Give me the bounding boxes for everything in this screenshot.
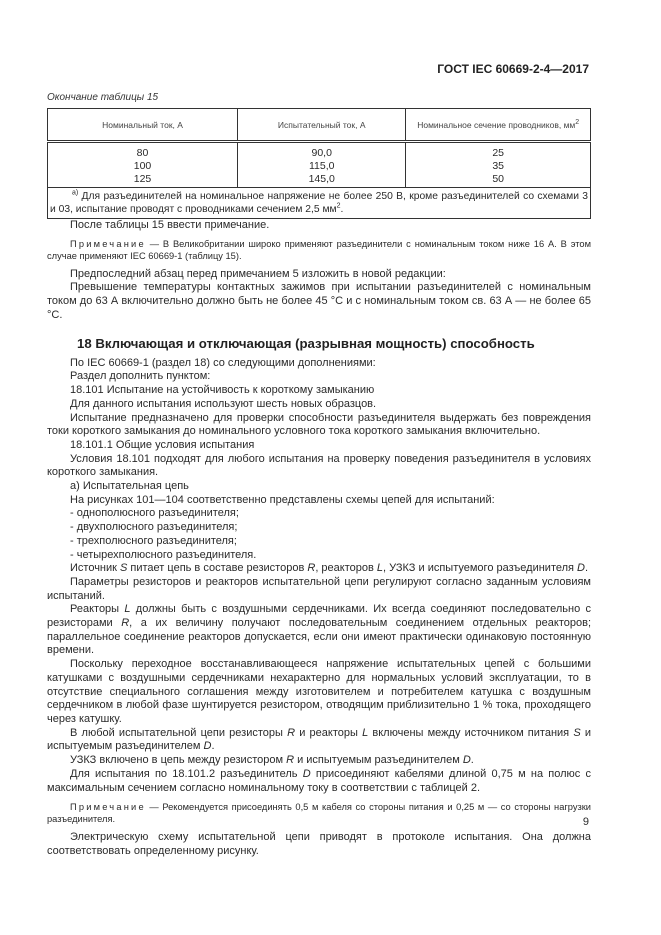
table-footnote <box>48 188 591 219</box>
text: Реакторы <box>70 603 125 616</box>
symbol: D <box>577 562 585 575</box>
table-row <box>48 172 591 188</box>
paragraph: а) Испытательная цепь <box>70 480 189 493</box>
note-label: Примечание <box>70 802 146 813</box>
page-number: 9 <box>582 816 589 828</box>
symbol: R <box>287 726 296 739</box>
text: . <box>470 754 474 767</box>
text: включены между источником питания <box>368 726 574 739</box>
paragraph: Параметры резисторов и реакторов испытательной цепи регулируют согласно заданным условиям испытаний. <box>47 575 591 602</box>
text: . <box>585 562 589 575</box>
paragraph: Условия 18.101 подходят для любого испытания на проверку поведения разъединителя в условиях короткого замыкания. <box>47 452 591 479</box>
symbol: R <box>307 562 316 575</box>
text: Источник <box>70 562 121 575</box>
document-header: ГОСТ IEC 60669-2-4—2017 <box>437 62 589 76</box>
symbol: S <box>120 562 128 575</box>
text: , реакторов <box>315 562 377 575</box>
section-18 <box>47 337 591 859</box>
table-cell: 25 <box>406 142 591 160</box>
text: Для испытания по 18.101.2 разъединитель <box>70 767 303 780</box>
symbol: R <box>121 617 130 630</box>
paragraph <box>47 754 591 768</box>
paragraph: Раздел дополнить пунктом: <box>70 370 211 383</box>
table-cell: 50 <box>406 172 591 188</box>
paragraph: Превышение температуры контактных зажимов при испытании разъединителей с номинальным током до 63 А включительно должно быть не более 45 °С и с номинальным током св. 63 А — не более 65 °С. <box>47 281 591 321</box>
list-item: - двухполюсного разъединителя; <box>70 521 238 534</box>
list-item: - трехполюсного разъединителя; <box>70 534 237 547</box>
paragraph: Поскольку переходное восстанавливающееся напряжение испытательных цепей с большими катушками с воздушными сердечниками нехарактерно для нормальных условий эксплуатации, то в отсутствие специального соглашения между изготовителем и потребителем катушка с воздушным сердечником в любой фазе шунтируется резистором, отводящим приблизительно 1 % тока, проходящего через катушку. <box>47 658 591 725</box>
table-cell: 125 <box>48 172 238 188</box>
symbol: D <box>462 754 471 767</box>
section-heading: 18 Включающая и отключающая (разрывная мощность) способность <box>77 336 535 351</box>
text: и испытуемым разъединителем <box>294 754 463 767</box>
note <box>47 238 591 262</box>
footnote-text: Для разъединителей на номинальное напряжение не более 250 В, кроме разъединителей со схемами 3 и 03, испытание проводят с проводниками сечением 2,5 мм <box>50 191 588 215</box>
paragraph <box>47 768 591 795</box>
symbol: D <box>203 740 212 753</box>
list-item: - однополюсного разъединителя; <box>70 507 239 520</box>
paragraph <box>47 562 591 576</box>
text: и реакторы <box>295 726 363 739</box>
note-label: Примечание <box>70 238 146 249</box>
symbol: S <box>573 726 581 739</box>
text: , УЗКЗ и испытуемого разъединителя <box>383 562 578 575</box>
list-item: - четырехполюсного разъединителя. <box>70 548 257 561</box>
paragraph <box>47 603 591 658</box>
table-caption: Окончание таблицы 15 <box>47 92 159 103</box>
symbol: D <box>302 767 311 780</box>
column-header-test-current: Испытательный ток, А <box>238 109 406 142</box>
text: . <box>211 740 215 753</box>
subsection-title: 18.101 Испытание на устойчивость к короткому замыканию <box>70 384 375 397</box>
text: В любой испытательной цепи резисторы <box>70 726 288 739</box>
table-cell: 90,0 <box>238 142 406 160</box>
paragraph: По IEC 60669-1 (раздел 18) со следующими дополнениями: <box>70 356 376 369</box>
paragraph: После таблицы 15 ввести примечание. <box>70 219 270 231</box>
paragraph <box>47 727 591 754</box>
table-cell: 115,0 <box>238 159 406 172</box>
text: должны быть с воздушными сердечниками. Их всегда соединяют последовательно с резисторами <box>47 603 591 630</box>
symbol: L <box>124 603 131 616</box>
table-cell: 100 <box>48 159 238 172</box>
superscript: 2 <box>575 118 580 126</box>
table-cell: 80 <box>48 142 238 160</box>
superscript: 2 <box>336 202 341 210</box>
column-header-cross-section <box>406 109 591 142</box>
symbol: L <box>376 562 384 575</box>
table-15 <box>47 108 591 219</box>
top-text <box>47 219 591 323</box>
text: и испытуемым разъединителем <box>47 726 591 753</box>
text: , а их величину получают последовательным соединением отдельных реакторов; параллельное соединение реакторов допускается, если они имеют практически одинаковую постоянную времени. <box>47 617 591 657</box>
table-cell: 145,0 <box>238 172 406 188</box>
paragraph: Электрическую схему испытательной цепи приводят в протоколе испытания. Она должна соответствовать определенному рисунку. <box>47 831 591 857</box>
paragraph: Для данного испытания используют шесть новых образцов. <box>70 397 377 410</box>
note-text: — В Великобритании широко применяют разъединители с номинальным током ниже 16 А. В этом случае применяют IEC 60669-1 (таблицу 15). <box>47 238 591 261</box>
symbol: R <box>286 754 295 767</box>
text: присоединяют кабелями длиной 0,75 м на полюс с максимальным сечением согласно номинальному току в соответствии с таблицей 2. <box>47 767 591 794</box>
table-footnote-row <box>48 188 591 219</box>
paragraph: Предпоследний абзац перед примечанием 5 изложить в новой редакции: <box>70 267 446 280</box>
table-cell: 35 <box>406 159 591 172</box>
footnote-mark: а) <box>72 189 79 197</box>
paragraph: На рисунках 101—104 соответственно представлены схемы цепей для испытаний: <box>70 493 495 506</box>
column-header-text: Номинальное сечение проводников, мм <box>417 119 576 130</box>
note <box>47 801 591 825</box>
table-header-row <box>48 109 591 142</box>
note-text: — Рекомендуется присоединять 0,5 м кабеля со стороны питания и 0,25 м — со стороны нагрузки разъединителя. <box>47 802 591 825</box>
text: питает цепь в составе резисторов <box>127 562 308 575</box>
paragraph: Испытание предназначено для проверки способности разъединителя выдержать без повреждения токи короткого замыкания до номинального условного тока короткого замыкания включительно. <box>47 411 591 438</box>
table-row <box>48 159 591 172</box>
text: УЗКЗ включено в цепь между резистором <box>70 754 287 767</box>
symbol: L <box>362 726 369 739</box>
column-header-rated-current: Номинальный ток, А <box>48 109 238 142</box>
table-row <box>48 142 591 160</box>
subsection-title: 18.101.1 Общие условия испытания <box>70 438 255 451</box>
footnote-end: . <box>340 204 344 215</box>
